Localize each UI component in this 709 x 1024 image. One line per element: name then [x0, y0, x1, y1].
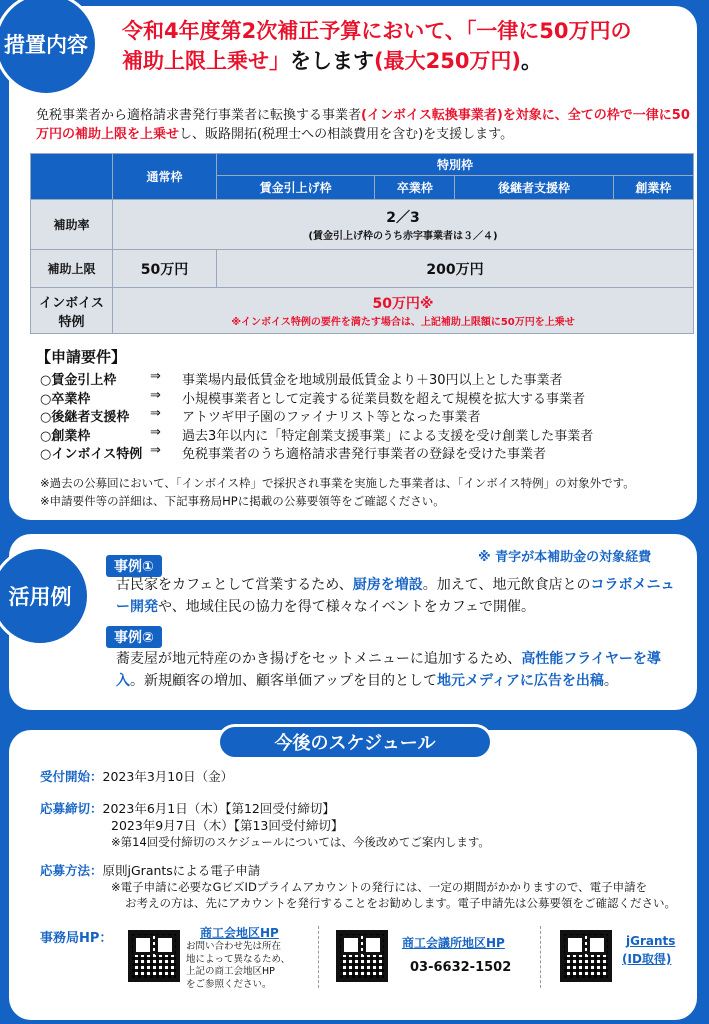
case1-label: 事例①	[106, 555, 162, 577]
headline-part: 。	[521, 49, 543, 73]
requirement-item	[40, 369, 690, 388]
req-name: ○後継者支援枠	[40, 410, 130, 425]
note-line: 地によって異なるため、	[186, 953, 291, 965]
headline-part: (最大250万円)	[374, 49, 522, 73]
row-limit-label: 補助上限	[31, 250, 113, 288]
method-value: 原則jGrantsによる電子申請	[102, 863, 261, 878]
requirement-item	[40, 406, 690, 425]
req-desc: アトツギ甲子園のファイナリスト等となった事業者	[182, 410, 481, 425]
req-desc: 免税事業者のうち適格請求書発行事業者の登録を受けた事業者	[182, 447, 547, 462]
intro-part: 免税事業者から適格請求書発行事業者に転換する事業者	[36, 108, 362, 123]
table-corner	[31, 154, 113, 200]
case1-text	[116, 574, 676, 618]
blue-note: ※ 青字が本補助金の対象経費	[478, 550, 652, 565]
start-row	[40, 768, 233, 785]
examples-circle-label: 活用例	[0, 546, 90, 646]
rate-note: (賃金引上げ枠のうち赤字事業者は３／４)	[308, 231, 498, 242]
deadline-note: ※第14回受付締切のスケジュールについては、今後改めてご案内します。	[111, 835, 490, 849]
method-row	[40, 862, 260, 879]
headline-part: 補助上限上乗せ」	[122, 49, 290, 73]
req-name: ○インボイス特例	[40, 447, 143, 462]
phone-number: 03-6632-1502	[410, 960, 512, 975]
note-line: 上記の商工会地区HP	[186, 966, 275, 977]
note-line: ※申請要件等の詳細は、下記事務局HPに掲載の公募要領等をご確認ください。	[40, 494, 445, 508]
case-part: 。加えて、地元飲食店との	[422, 577, 591, 593]
arrow-icon: ⇒	[150, 387, 161, 403]
req-desc: 過去3年以内に「特定創業支援事業」による支援を受け創業した事業者	[182, 428, 594, 444]
qr-code-icon[interactable]	[336, 930, 388, 982]
qr-code-icon[interactable]	[560, 930, 612, 982]
headline	[122, 16, 692, 76]
limit-special: 200万円	[217, 250, 694, 288]
case2-text	[116, 648, 676, 692]
method-label: 応募方法：	[40, 863, 103, 878]
invoice-cell	[113, 288, 694, 334]
deadline-value: 2023年6月1日（木）【第12回受付締切】	[102, 801, 335, 816]
row-rate-label: 補助率	[31, 200, 113, 250]
link1-note	[186, 941, 290, 991]
req-name: ○賃金引上枠	[40, 373, 117, 388]
arrow-icon: ⇒	[150, 443, 161, 458]
header-normal: 通常枠	[113, 154, 217, 200]
limit-normal: 50万円	[113, 250, 217, 288]
arrow-icon: ⇒	[150, 369, 161, 384]
row-invoice-label	[31, 288, 113, 334]
link-shokokai[interactable]: 商工会地区HP	[200, 926, 279, 940]
subheader: 卒業枠	[375, 176, 455, 200]
intro-highlight: (インボイス転換事業者)を対象に、全ての枠で一律に50万円の補助上限を上乗せ	[36, 108, 690, 142]
link-jgrants[interactable]: jGrants	[626, 934, 676, 948]
requirements-title: 【申請要件】	[36, 348, 127, 366]
method-note-2: お考えの方は、先にアカウントを発行することをお勧めします。電子申請先は公募要領をご確認ください。	[125, 896, 676, 910]
invoice-value: 50万円※	[372, 296, 434, 312]
req-desc: 事業場内最低賃金を地域別最低賃金より＋30円以上とした事業者	[182, 373, 563, 388]
requirement-item	[40, 443, 690, 462]
case-part: や、地域住民の協力を得て様々なイベントをカフェで開催。	[158, 599, 536, 615]
subheader: 後継者支援枠	[455, 176, 613, 200]
requirements-list	[40, 369, 690, 462]
headline-part: 令和4年度第2次補正予算において、	[122, 19, 466, 43]
arrow-icon: ⇒	[150, 406, 161, 421]
measures-circle-label: 措置内容	[0, 0, 98, 96]
case-highlight: 高性能フライヤーを導入	[116, 651, 661, 689]
arrow-icon: ⇒	[150, 424, 161, 440]
intro-text	[36, 106, 696, 144]
case-part: 古民家をカフェとして営業するため、	[116, 577, 353, 593]
case2-label: 事例②	[106, 626, 162, 648]
case-highlight: コラボメニュー開発	[116, 577, 675, 615]
case-part: 。	[603, 673, 618, 689]
req-name: ○創業枠	[40, 428, 91, 444]
invoice-note: ※インボイス特例の要件を満たす場合は、上記補助上限額に50万円を上乗せ	[231, 317, 575, 328]
divider	[318, 926, 319, 988]
deadline-row	[40, 800, 335, 817]
invoice-label-1: インボイス	[39, 295, 104, 311]
subheader: 創業枠	[613, 176, 693, 200]
header-special: 特別枠	[217, 154, 694, 176]
requirements-notes	[40, 474, 690, 510]
req-desc: 小規模事業者として定義する従業員数を超えて規模を拡大する事業者	[182, 391, 586, 407]
rate-cell	[113, 200, 694, 250]
schedule-title: 今後のスケジュール	[217, 724, 493, 760]
invoice-label-2: 特例	[58, 314, 85, 330]
start-value: 2023年3月10日（金）	[102, 769, 234, 784]
divider	[540, 926, 541, 988]
subheader: 賃金引上げ枠	[217, 176, 375, 200]
note-line: お問い合わせ先は所在	[186, 941, 282, 952]
subsidy-table	[30, 153, 694, 334]
office-label: 事務局HP：	[40, 931, 113, 946]
note-line: をご参照ください。	[186, 978, 272, 990]
requirement-item	[40, 388, 690, 407]
headline-part: 「一律に50万円の	[465, 19, 632, 43]
case-part: 。新規顧客の増加、顧客単価アップを目的として	[130, 673, 438, 689]
req-name: ○卒業枠	[40, 391, 91, 407]
start-label: 受付開始：	[40, 769, 103, 784]
deadline-label: 応募締切：	[40, 801, 103, 816]
deadline-value-2: 2023年9月7日（木）【第13回受付締切】	[111, 818, 344, 833]
headline-part: をします	[290, 49, 374, 73]
requirement-item	[40, 425, 690, 444]
case-highlight: 地元メディアに広告を出稿	[437, 673, 604, 689]
method-note-1: ※電子申請に必要なGビズIDプライムアカウントの発行には、一定の期間がかかりますので、電子申請を	[111, 880, 648, 894]
link-jgrants-id[interactable]: (ID取得)	[622, 952, 672, 966]
note-line: ※過去の公募回において、「インボイス枠」で採択され事業を実施した事業者は、「インボイス特例」の対象外です。	[40, 476, 635, 490]
link-shokokaigisho[interactable]: 商工会議所地区HP	[402, 936, 505, 950]
intro-part: し、販路開拓(税理士への相談費用を含む)を支援します。	[179, 127, 514, 142]
rate-value: 2／3	[386, 210, 420, 226]
case-part: 蕎麦屋が地元特産のかき揚げをセットメニューに追加するため、	[116, 651, 522, 667]
case-highlight: 厨房を増設	[352, 577, 423, 593]
qr-code-icon[interactable]	[128, 930, 180, 982]
